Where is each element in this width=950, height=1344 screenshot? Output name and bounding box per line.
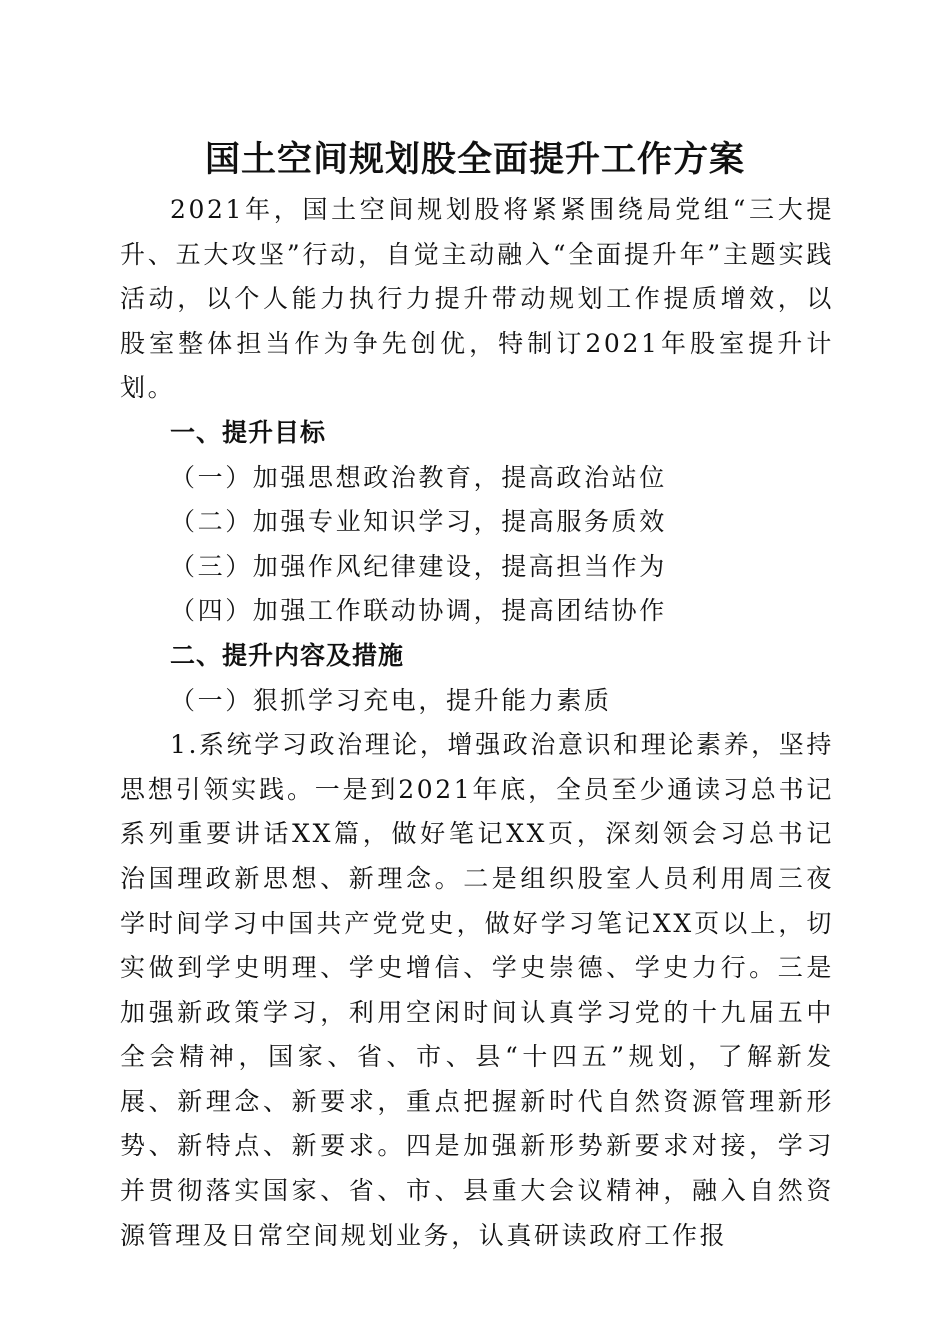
document-title: 国土空间规划股全面提升工作方案	[204, 139, 745, 180]
goal-item: （二）加强专业知识学习，提高服务质效	[170, 507, 667, 537]
goal-item: （四）加强工作联动协调，提高团结协作	[170, 596, 667, 626]
document-body	[120, 188, 834, 1258]
section-heading-measures: 二、提升内容及措施	[170, 640, 405, 670]
goal-item: （三）加强作风纪律建设，提高担当作为	[170, 551, 667, 581]
goal-item: （一）加强思想政治教育，提高政治站位	[170, 462, 667, 492]
measure-paragraph: 1.系统学习政治理论，增强政治意识和理论素养，坚持思想引领实践。一是到2021年底，全员至少通读习总书记系列重要讲话XX篇，做好笔记XX页，深刻领会习总书记治国理政新思想、新理念。二是组织股室人员利用周三夜学时间学习中国共产党党史，做好学习笔记XX页以上，切实做到学史明理、学史增信、学史崇德、学史力行。三是加强新政策学习，利用空闲时间认真学习党的十九届五中全会精神，国家、省、市、县“十四五”规划，了解新发展、新理念、新要求，重点把握新时代自然资源管理新形势、新特点、新要求。四是加强新形势新要求对接，学习并贯彻落实国家、省、市、县重大会议精神，融入自然资源管理及日常空间规划业务，认真研读政府工作报	[120, 730, 834, 1250]
intro-paragraph: 2021年，国土空间规划股将紧紧围绕局党组“三大提升、五大攻坚”行动，自觉主动融入“全面提升年”主题实践活动，以个人能力执行力提升带动规划工作提质增效，以股室整体担当作为争先创优，特制订2021年股室提升计划。	[120, 195, 834, 403]
subsection-heading: （一）狠抓学习充电，提升能力素质	[170, 685, 612, 715]
section-heading-goals: 一、提升目标	[170, 417, 327, 447]
